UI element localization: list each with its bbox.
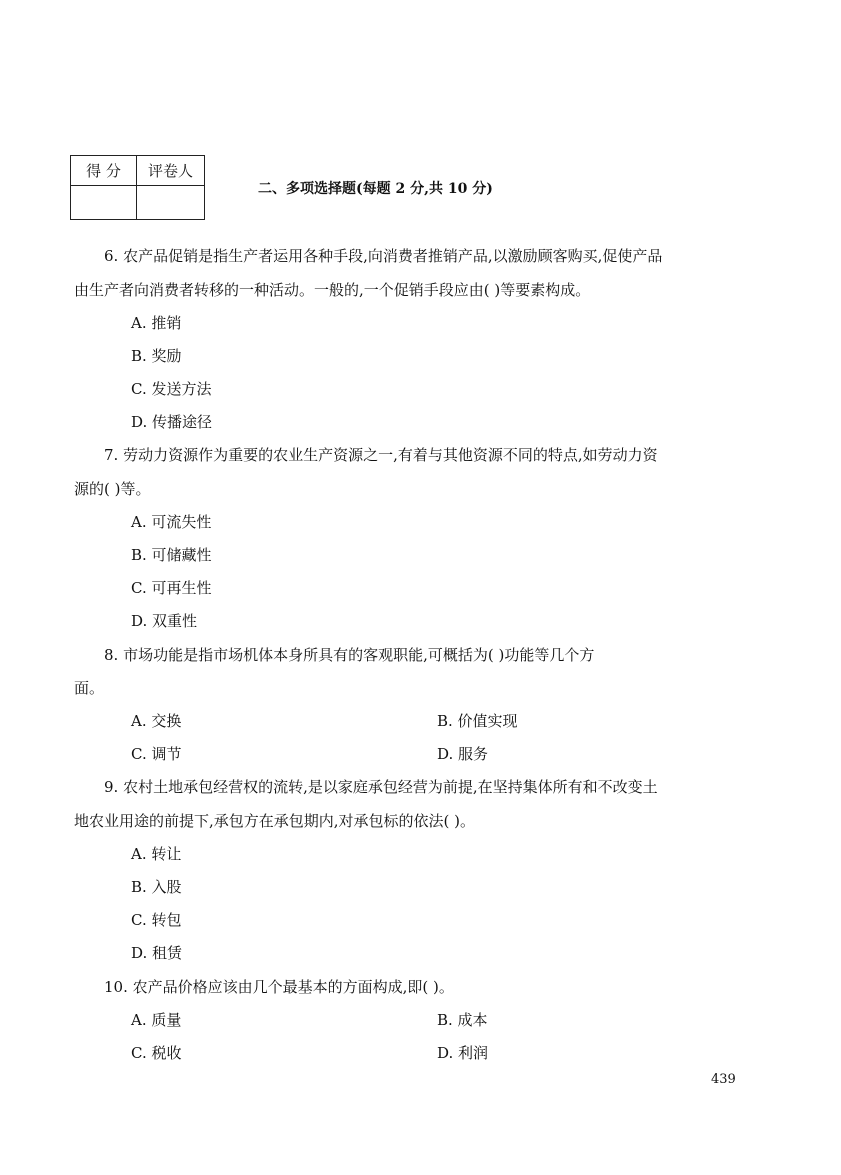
grader-cell <box>137 186 205 220</box>
question-7-text-cont: 源的( )等。 <box>74 480 151 498</box>
score-box <box>70 155 205 220</box>
question-6-text: 6. 农产品促销是指生产者运用各种手段,向消费者推销产品,以激励顾客购买,促使产品 <box>104 247 663 265</box>
question-10-text: 10. 农产品价格应该由几个最基本的方面构成,即( )。 <box>104 978 454 996</box>
question-9-text-cont: 地农业用途的前提下,承包方在承包期内,对承包标的依法( )。 <box>74 812 476 830</box>
question-7-text: 7. 劳动力资源作为重要的农业生产资源之一,有着与其他资源不同的特点,如劳动力资 <box>104 446 658 464</box>
grader-label: 评卷人 <box>137 156 205 186</box>
question-6-option-b: B. 奖励 <box>131 347 182 365</box>
question-9-option-d: D. 租赁 <box>131 944 183 962</box>
question-8-option-b: B. 价值实现 <box>437 712 518 730</box>
question-8-text-cont: 面。 <box>74 679 105 697</box>
question-9-option-c: C. 转包 <box>131 911 182 929</box>
question-7-option-d: D. 双重性 <box>131 612 198 630</box>
question-8-option-a: A. 交换 <box>131 712 182 730</box>
question-7-option-a: A. 可流失性 <box>131 513 212 531</box>
section-title: 二、多项选择题(每题 2 分,共 10 分) <box>258 181 493 197</box>
question-9-option-a: A. 转让 <box>131 845 182 863</box>
score-label: 得 分 <box>71 156 137 186</box>
question-10-option-d: D. 利润 <box>437 1044 489 1062</box>
question-6-option-d: D. 传播途径 <box>131 413 213 431</box>
question-10-option-a: A. 质量 <box>131 1011 182 1029</box>
question-6-option-c: C. 发送方法 <box>131 380 212 398</box>
score-cell <box>71 186 137 220</box>
question-7-option-b: B. 可储藏性 <box>131 546 212 564</box>
question-9-option-b: B. 入股 <box>131 878 182 896</box>
question-8-text: 8. 市场功能是指市场机体本身所具有的客观职能,可概括为( )功能等几个方 <box>104 646 595 664</box>
question-10-option-c: C. 税收 <box>131 1044 182 1062</box>
page-number: 439 <box>711 1072 736 1087</box>
question-6-text-cont: 由生产者向消费者转移的一种活动。一般的,一个促销手段应由( )等要素构成。 <box>74 281 591 299</box>
question-7-option-c: C. 可再生性 <box>131 579 212 597</box>
question-8-option-d: D. 服务 <box>437 745 489 763</box>
question-9-text: 9. 农村土地承包经营权的流转,是以家庭承包经营为前提,在坚持集体所有和不改变土 <box>104 778 658 796</box>
question-6-option-a: A. 推销 <box>131 314 182 332</box>
question-8-option-c: C. 调节 <box>131 745 182 763</box>
question-10-option-b: B. 成本 <box>437 1011 488 1029</box>
